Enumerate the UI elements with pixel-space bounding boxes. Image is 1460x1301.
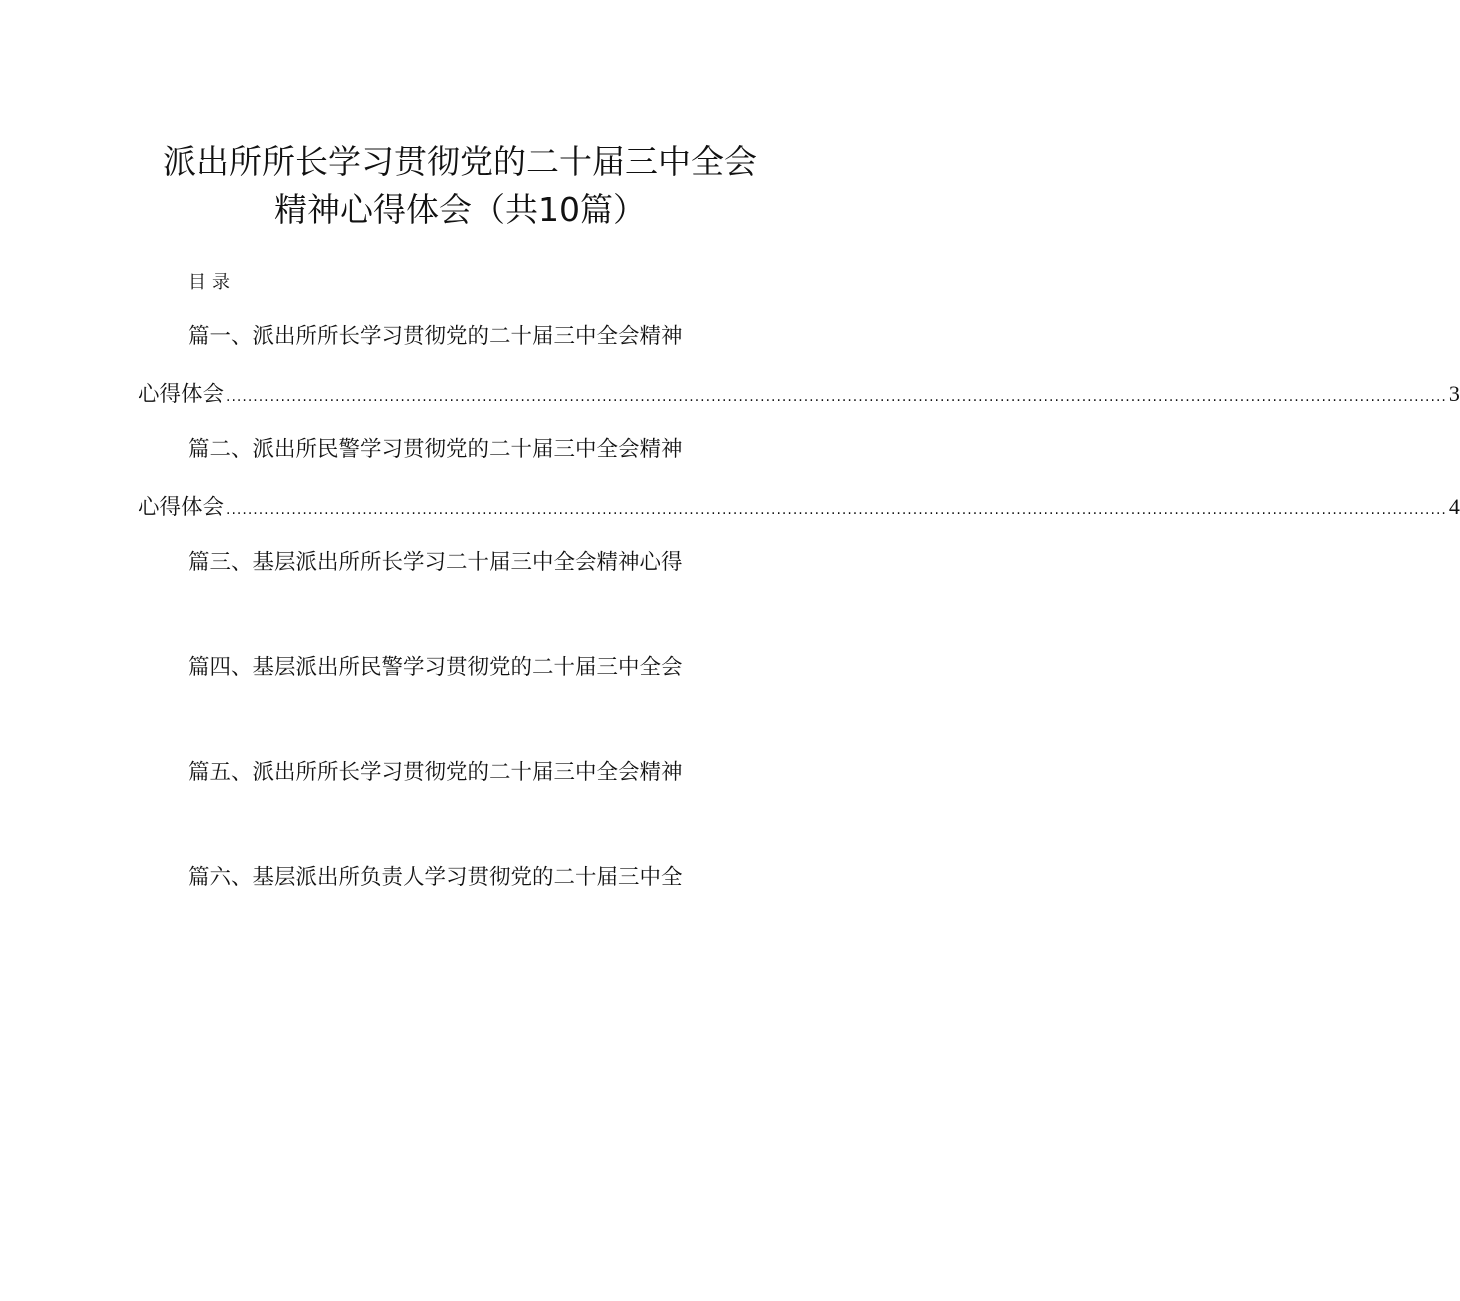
toc-entry-5[interactable]: 篇五、派出所所长学习贯彻党的二十届三中全会精神 [188, 760, 683, 785]
document-title-line-2: 精神心得体会（共10篇） [274, 190, 646, 229]
document-title-line-1: 派出所所长学习贯彻党的二十届三中全会 [163, 142, 757, 181]
toc-page-number: 4 [1448, 494, 1460, 519]
toc-entry-4[interactable]: 篇四、基层派出所民警学习贯彻党的二十届三中全会 [188, 655, 683, 680]
toc-entry-6[interactable]: 篇六、基层派出所负责人学习贯彻党的二十届三中全 [188, 865, 683, 890]
toc-entry-2-continuation[interactable] [138, 491, 1460, 526]
toc-entry-continuation-text: 心得体会 [138, 382, 225, 407]
toc-entry-1-continuation[interactable] [138, 378, 1460, 413]
toc-entry-1[interactable]: 篇一、派出所所长学习贯彻党的二十届三中全会精神 [188, 324, 683, 349]
dot-leader: ................................................................................................................................................................................................................................ [226, 502, 1447, 518]
dot-leader: ................................................................................................................................................................................................................................ [226, 389, 1447, 405]
toc-entry-2[interactable]: 篇二、派出所民警学习贯彻党的二十届三中全会精神 [188, 437, 683, 462]
toc-page-number: 3 [1448, 381, 1460, 406]
toc-entry-continuation-text: 心得体会 [138, 495, 225, 520]
toc-entry-3[interactable]: 篇三、基层派出所所长学习二十届三中全会精神心得 [188, 550, 683, 575]
toc-heading: 目录 [188, 272, 236, 293]
